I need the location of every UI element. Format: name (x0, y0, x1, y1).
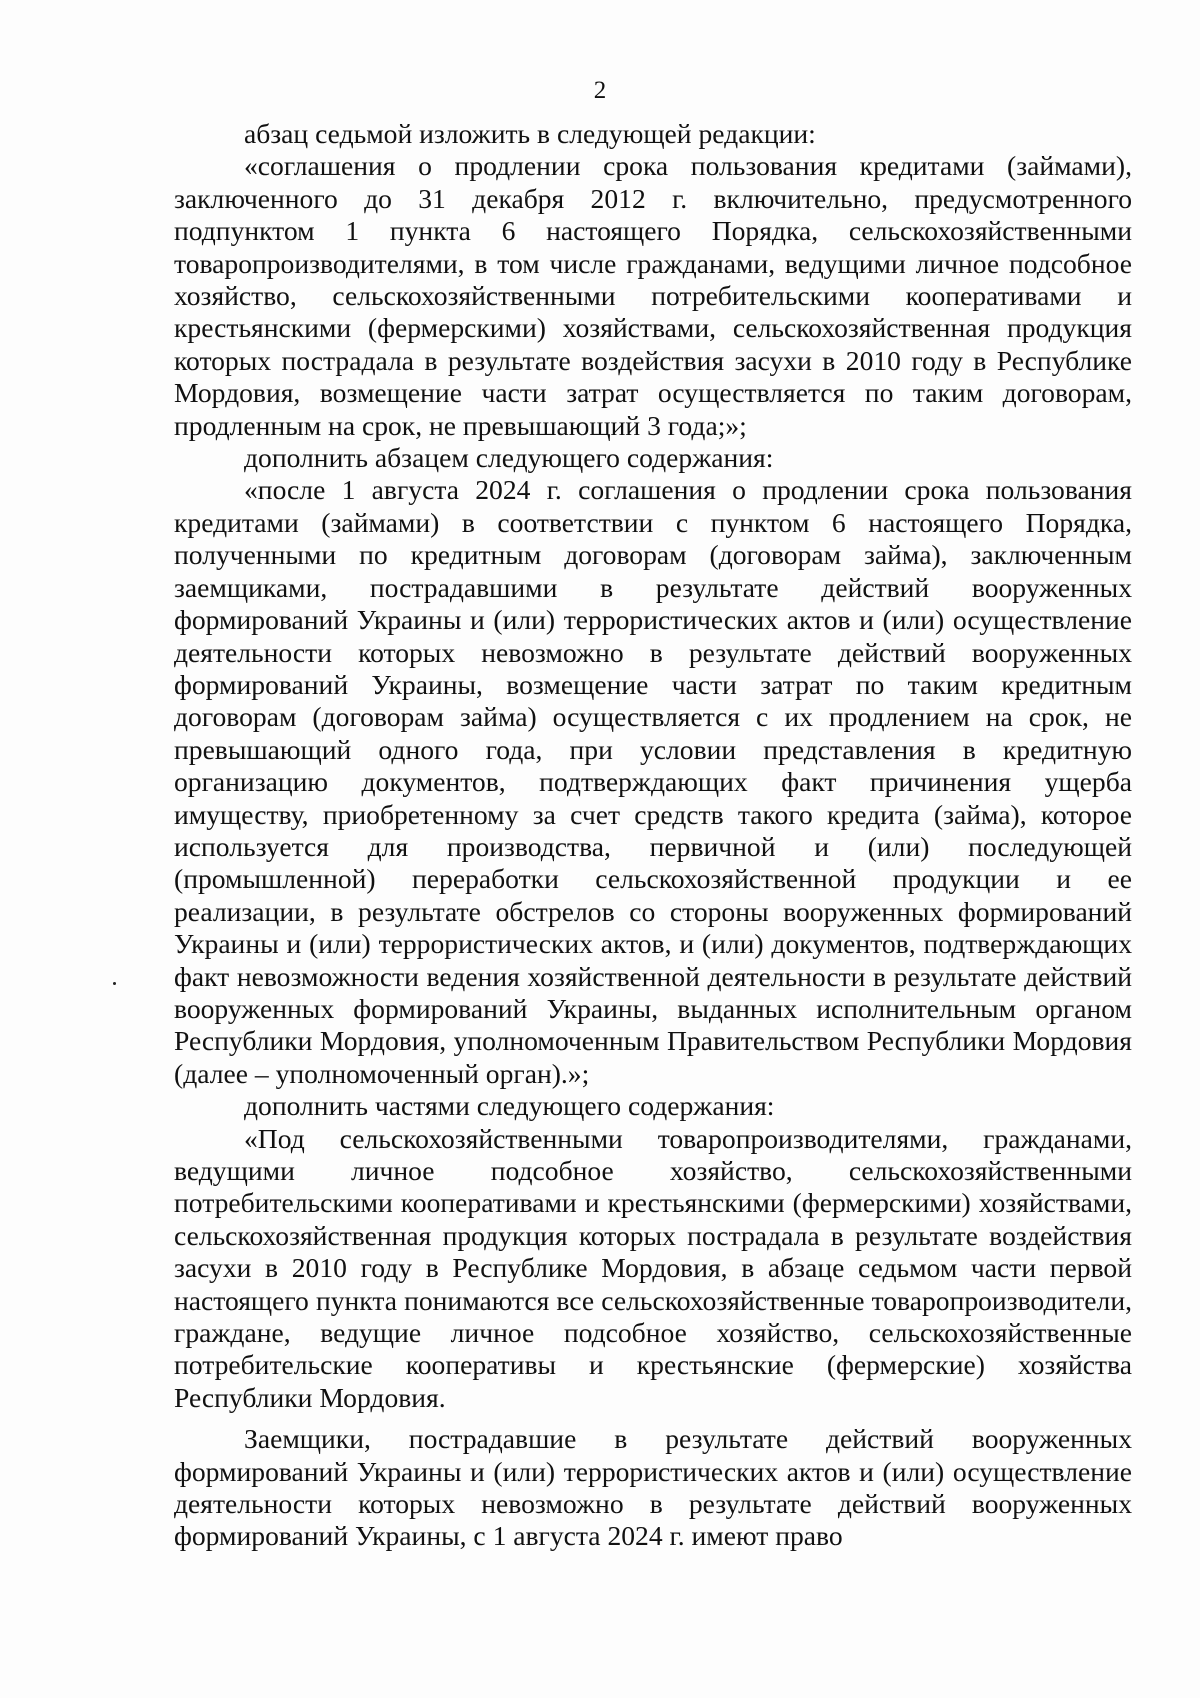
paragraph-borrowers: Заемщики, пострадавшие в результате действий вооруженных формирований Украины и (или) террористических актов и (или) осуществление деятельности которых невозможно в результате действий вооруженных формирований Украины, с 1 августа 2024 г. имеют право (174, 1423, 1132, 1552)
paragraph-instruction-3: дополнить частями следующего содержания: (244, 1090, 775, 1122)
page-number: 2 (593, 77, 607, 104)
paragraph-instruction-2: дополнить абзацем следующего содержания: (244, 442, 774, 474)
document-body (174, 118, 1132, 1553)
paragraph-quote-1: «соглашения о продлении срока пользования кредитами (займами), заключенного до 31 декабря 2012 г. включительно, предусмотренного подпунктом 1 пункта 6 настоящего Порядка, сельскохозяйственными товаропроизводителями, в том числе гражданами, ведущими личное подсобное хозяйство, сельскохозяйственными потребительскими кооперативами и крестьянскими (фермерскими) хозяйствами, сельскохозяйственная продукция которых пострадала в результате воздействия засухи в 2010 году в Республике Мордовия, возмещение части затрат осуществляется по таким договорам, продленным на срок, не превышающий 3 года;»; (174, 150, 1132, 441)
scan-speck (113, 982, 116, 985)
paragraph-instruction-1: абзац седьмой изложить в следующей редакции: (244, 118, 816, 149)
paragraph-quote-3: «Под сельскохозяйственными товаропроизводителями, гражданами, ведущими личное подсобное хозяйство, сельскохозяйственными потребительскими кооперативами и крестьянскими (фермерскими) хозяйствами, сельскохозяйственная продукция которых пострадала в результате воздействия засухи в 2010 году в Республике Мордовия, в абзаце седьмом части первой настоящего пункта понимаются все сельскохозяйственные товаропроизводители, граждане, ведущие личное подсобное хозяйство, сельскохозяйственные потребительские кооперативы и крестьянские (фермерские) хозяйства Республики Мордовия. (174, 1122, 1132, 1413)
paragraph-quote-2: «после 1 августа 2024 г. соглашения о продлении срока пользования кредитами (займами) в соответствии с пунктом 6 настоящего Порядка, полученными по кредитным договорам (договорам займа), заключенным заемщиками, пострадавшими в результате действий вооруженных формирований Украины и (или) террористических актов и (или) осуществление деятельности которых невозможно в результате действий вооруженных формирований Украины, возмещение части затрат по таким кредитным договорам (договорам займа) осуществляется с их продлением на срок, не превышающий одного года, при условии представления в кредитную организацию документов, подтверждающих факт причинения ущерба имуществу, приобретенному за счет средств такого кредита (займа), которое используется для производства, первичной и (или) последующей (промышленной) переработки сельскохозяйственной продукции и ее реализации, в результате обстрелов со стороны вооруженных формирований Украины и (или) террористических актов, и (или) документов, подтверждающих факт невозможности ведения хозяйственной деятельности в результате действий вооруженных формирований Украины, выданных исполнительным органом Республики Мордовия, уполномоченным Правительством Республики Мордовия (далее – уполномоченный орган).»; (174, 474, 1132, 1089)
